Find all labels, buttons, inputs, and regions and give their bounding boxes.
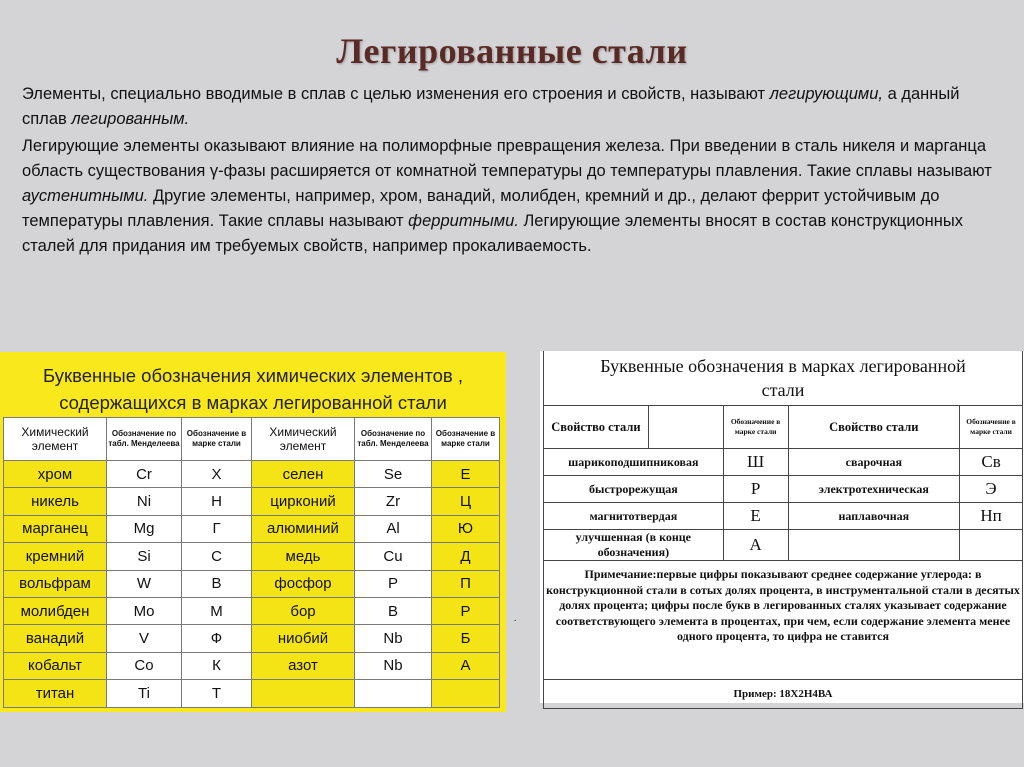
element-name: молибден xyxy=(4,597,107,624)
grade-letter: Ю xyxy=(432,515,500,542)
element-name: селен xyxy=(252,461,355,488)
grade-letter: Г xyxy=(182,515,252,542)
header-element: Химический элемент xyxy=(4,418,107,461)
table-row xyxy=(544,530,1023,561)
periodic-symbol: Nb xyxy=(355,652,432,679)
periodic-symbol: Al xyxy=(355,515,432,542)
element-name: марганец xyxy=(4,515,107,542)
header-blank xyxy=(648,406,723,449)
header-grade: Обозначение в марке стали xyxy=(432,418,500,461)
property-name: шарикоподшипниковая xyxy=(544,449,724,476)
element-name: фосфор xyxy=(252,570,355,597)
element-name: ванадий xyxy=(4,625,107,652)
periodic-symbol: Cu xyxy=(355,543,432,570)
element-name: медь xyxy=(252,543,355,570)
table-row xyxy=(4,515,500,542)
periodic-symbol: Cr xyxy=(107,461,182,488)
grade-letter: Х xyxy=(182,461,252,488)
grade-letter: Нп xyxy=(960,503,1023,530)
element-name: титан xyxy=(4,680,107,707)
property-designation-table xyxy=(543,351,1023,709)
periodic-symbol: P xyxy=(355,570,432,597)
grade-letter: М xyxy=(182,597,252,624)
table-row xyxy=(544,449,1023,476)
intro-paragraph-2: Легирующие элементы оказывают влияние на полиморфные превращения железа. При введении в сталь никеля и марганца область существования γ-фазы расширяется от комнатной температуры до температуры плавления. Такие сплавы называют аустенитными. Другие элементы, например, хром, ванадий, молибден, кремний и др., делают феррит устойчивым до температуры плавления. Такие сплавы называют ферритными. Легирующие элементы вносят в состав конструкционных сталей для придания им требуемых свойств, например прокаливаемость. xyxy=(22,137,992,255)
header-grade: Обозначение в марке стали xyxy=(182,418,252,461)
property-designation-panel xyxy=(540,351,1024,703)
element-designation-panel xyxy=(0,352,506,712)
header-grade: Обозначение в марке стали xyxy=(723,406,788,449)
table-row xyxy=(544,503,1023,530)
property-table-caption: Буквенные обозначения в марках легированной стали xyxy=(544,351,1023,406)
grade-letter: Ш xyxy=(723,449,788,476)
grade-letter xyxy=(960,530,1023,561)
element-name: кобальт xyxy=(4,652,107,679)
example-grade: Пример: 18Х2Н4ВА xyxy=(544,680,1023,709)
grade-letter: Е xyxy=(432,461,500,488)
property-name: быстрорежущая xyxy=(544,476,724,503)
grade-letter: Т xyxy=(182,680,252,707)
element-name xyxy=(252,680,355,707)
grade-letter: Е xyxy=(723,503,788,530)
term-alloyed: легированным. xyxy=(71,110,190,128)
header-property: Свойство стали xyxy=(788,406,960,449)
grade-letter: С xyxy=(182,543,252,570)
header-property: Свойство стали xyxy=(544,406,649,449)
periodic-symbol: B xyxy=(355,597,432,624)
grade-letter: Д xyxy=(432,543,500,570)
element-name: вольфрам xyxy=(4,570,107,597)
element-table-caption: Буквенные обозначения химических элементов , содержащихся в марках легированной стали xyxy=(43,365,463,413)
periodic-symbol: Mo xyxy=(107,597,182,624)
stray-dot: . xyxy=(514,613,517,624)
element-name: хром xyxy=(4,461,107,488)
table-row xyxy=(544,476,1023,503)
grade-letter: П xyxy=(432,570,500,597)
periodic-symbol: Si xyxy=(107,543,182,570)
table-row xyxy=(4,488,500,515)
table-row xyxy=(4,570,500,597)
grade-letter: Ц xyxy=(432,488,500,515)
element-designation-table xyxy=(3,417,500,708)
header-periodic: Обозначение по табл. Менделеева xyxy=(107,418,182,461)
property-name: сварочная xyxy=(788,449,960,476)
property-name xyxy=(788,530,960,561)
grade-letter: Б xyxy=(432,625,500,652)
intro-paragraph-1: Элементы, специально вводимые в сплав с целью изменения его строения и свойств, называют легирующими, а данный сплав легированным. xyxy=(22,85,960,128)
periodic-symbol: Nb xyxy=(355,625,432,652)
grade-letter: К xyxy=(182,652,252,679)
table-row xyxy=(4,625,500,652)
table-row xyxy=(4,680,500,707)
grade-letter: Н xyxy=(182,488,252,515)
grade-letter: А xyxy=(432,652,500,679)
periodic-symbol xyxy=(355,680,432,707)
periodic-symbol: Zr xyxy=(355,488,432,515)
note-text: Примечание:первые цифры показывают среднее содержание углерода: в конструкционной стали в сотых долях процента, в инструментальной стали в десятых долях процента; цифры после букв в легированных сталях указывает содержание соответствующего элемента в процентах, при чем, если содержание элемента менее одного процента, то цифра не ставится xyxy=(544,561,1023,680)
grade-letter xyxy=(432,680,500,707)
element-name: ниобий xyxy=(252,625,355,652)
table-row xyxy=(4,461,500,488)
table-row xyxy=(4,652,500,679)
element-name: никель xyxy=(4,488,107,515)
periodic-symbol: Ti xyxy=(107,680,182,707)
grade-letter: Р xyxy=(723,476,788,503)
header-periodic: Обозначение по табл. Менделеева xyxy=(355,418,432,461)
grade-letter: Э xyxy=(960,476,1023,503)
term-alloying: легирующими, xyxy=(769,85,883,103)
periodic-symbol: Mg xyxy=(107,515,182,542)
grade-letter: В xyxy=(182,570,252,597)
property-name: наплавочная xyxy=(788,503,960,530)
table-row xyxy=(4,543,500,570)
element-name: азот xyxy=(252,652,355,679)
grade-letter: А xyxy=(723,530,788,561)
periodic-symbol: Co xyxy=(107,652,182,679)
property-name: магнитотвердая xyxy=(544,503,724,530)
periodic-symbol: V xyxy=(107,625,182,652)
grade-letter: Р xyxy=(432,597,500,624)
term-austenitic: аустенитными. xyxy=(22,187,149,205)
grade-letter: Ф xyxy=(182,625,252,652)
slide-title: Легированные стали xyxy=(336,31,688,71)
property-name: улучшенная (в конце обозначения) xyxy=(544,530,724,561)
element-name: кремний xyxy=(4,543,107,570)
grade-letter: Св xyxy=(960,449,1023,476)
element-name: цирконий xyxy=(252,488,355,515)
header-grade: Обозначение в марке стали xyxy=(960,406,1023,449)
table-row xyxy=(4,597,500,624)
element-name: алюминий xyxy=(252,515,355,542)
periodic-symbol: Ni xyxy=(107,488,182,515)
periodic-symbol: W xyxy=(107,570,182,597)
header-element: Химический элемент xyxy=(252,418,355,461)
element-name: бор xyxy=(252,597,355,624)
term-ferritic: ферритными. xyxy=(408,212,519,230)
periodic-symbol: Se xyxy=(355,461,432,488)
property-name: электротехническая xyxy=(788,476,960,503)
